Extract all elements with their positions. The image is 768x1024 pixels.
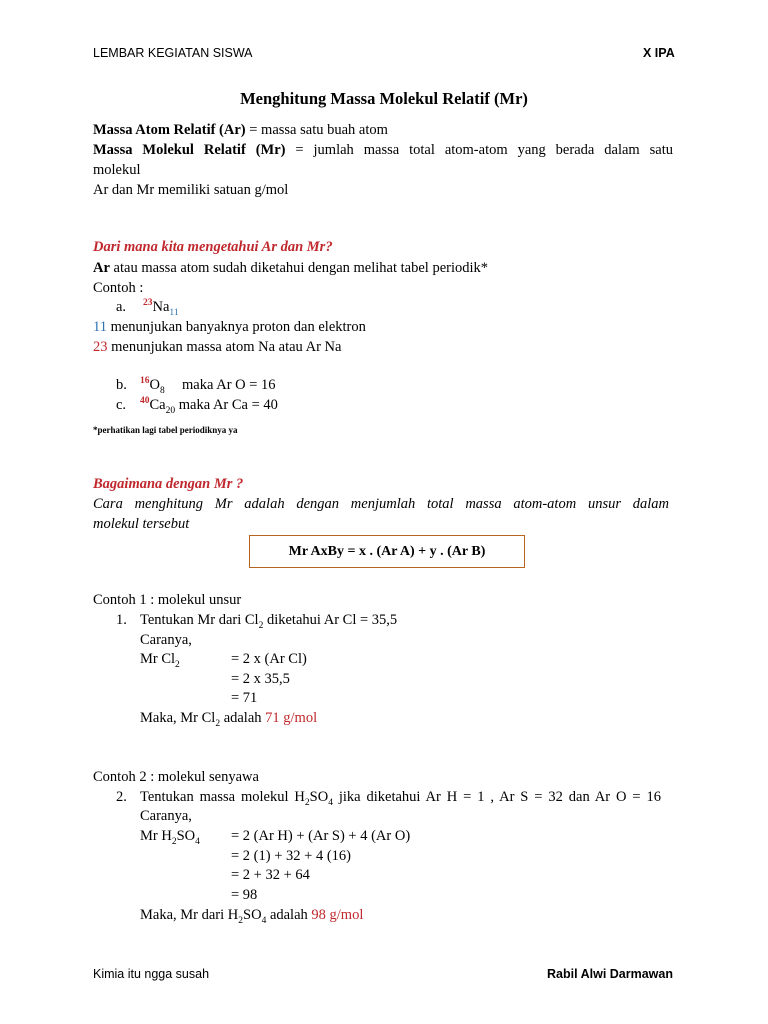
mr-def: = jumlah massa total atom-atom yang berada dalam satu [285, 142, 673, 158]
example2-caranya: Caranya, [140, 808, 192, 824]
example2-result [140, 906, 363, 925]
item-c-text: maka Ar Ca = 40 [175, 397, 278, 413]
example2-step3: = 2 + 32 + 64 [231, 867, 310, 883]
r1-pre: Maka, Mr Cl [140, 710, 216, 726]
q2-sub2: 4 [328, 797, 333, 808]
r2-pre: Maka, Mr dari H [140, 907, 239, 923]
q1-sub: 2 [258, 620, 264, 631]
example1-mr-label [140, 650, 180, 669]
example2-step2: = 2 (1) + 32 + 4 (16) [231, 848, 351, 864]
na-mass-number: 23 [143, 298, 153, 309]
proton-text: menunjukan banyaknya proton dan elektron [106, 319, 366, 335]
na-atomic-number: 11 [169, 307, 179, 318]
q2-mid: SO [309, 789, 329, 805]
q2-sub1: 2 [304, 797, 310, 808]
r1-value: 71 g/mol [265, 710, 318, 726]
section1-heading: Dari mana kita mengetahui Ar dan Mr? [93, 239, 333, 255]
ar-def: = massa satu buah atom [245, 122, 388, 138]
proton-line [93, 318, 366, 337]
mr2-sub2: 4 [195, 836, 200, 847]
example2-question [140, 788, 661, 807]
page-title: Menghitung Massa Molekul Relatif (Mr) [240, 89, 528, 108]
example1-step2: = 2 x 35,5 [231, 671, 290, 687]
mr-term: Massa Molekul Relatif (Mr) [93, 142, 286, 158]
r2-mid: SO [243, 907, 262, 923]
item-c-notation [140, 396, 278, 415]
item-a-label: a. [116, 299, 127, 315]
q2-pre: Tentukan massa molekul H [140, 789, 305, 805]
o-mass-number: 16 [140, 376, 150, 387]
ar-periodic-line [93, 259, 488, 278]
ca-symbol: Ca [149, 397, 166, 413]
ar-bold: Ar [93, 260, 110, 276]
mass-text: menunjukan massa atom Na atau Ar Na [107, 339, 342, 355]
ca-mass-number: 40 [140, 396, 150, 407]
mr-definition [93, 141, 673, 160]
q1-pre: Tentukan Mr dari Cl [140, 612, 259, 628]
q2-post: jika diketahui Ar H = 1 , Ar S = 32 dan Ar O = 16 [332, 789, 661, 805]
formula-box [249, 535, 525, 568]
item-a-notation [143, 298, 179, 317]
ca-atomic-number: 20 [165, 405, 176, 416]
ar-periodic-text: atau massa atom sudah diketahui dengan melihat tabel periodik* [109, 260, 489, 276]
mr2-pre: Mr H [140, 828, 172, 844]
item-b-notation [140, 376, 165, 395]
r2-mid2: adalah [266, 907, 312, 923]
mr2-sub1: 2 [171, 836, 177, 847]
example2-step4: = 98 [231, 887, 258, 903]
mr-desc-line2: molekul tersebut [93, 516, 190, 532]
item-b-label: b. [116, 377, 127, 393]
units-note: Ar dan Mr memiliki satuan g/mol [93, 182, 289, 198]
o-symbol: O [149, 377, 160, 393]
example2-title: Contoh 2 : molekul senyawa [93, 769, 259, 785]
ar-term: Massa Atom Relatif (Ar) [93, 122, 246, 138]
example1-step1: = 2 x (Ar Cl) [231, 651, 307, 667]
r2-sub2: 4 [261, 915, 267, 926]
example1-title: Contoh 1 : molekul unsur [93, 592, 242, 608]
ar-definition [93, 121, 388, 140]
example1-question [140, 611, 397, 630]
footer-right: Rabil Alwi Darmawan [547, 967, 673, 981]
footer-left: Kimia itu ngga susah [93, 967, 210, 981]
header-right: X IPA [643, 46, 675, 60]
example2-step1: = 2 (Ar H) + (Ar S) + 4 (Ar O) [231, 828, 411, 844]
mr1-sub: 2 [175, 659, 180, 670]
example1-number: 1. [116, 612, 127, 628]
r1-mid: adalah [220, 710, 266, 726]
q1-post: diketahui Ar Cl = 35,5 [263, 612, 398, 628]
o-atomic-number: 8 [159, 385, 165, 396]
num-11: 11 [93, 319, 107, 335]
r2-value: 98 g/mol [311, 907, 364, 923]
example1-caranya: Caranya, [140, 632, 192, 648]
mr2-mid: SO [176, 828, 196, 844]
example2-number: 2. [116, 789, 127, 805]
mr-desc-line1: Cara menghitung Mr adalah dengan menjumlah total massa atom-atom unsur dalam [93, 496, 669, 512]
item-c-label: c. [116, 397, 127, 413]
periodic-note: *perhatikan lagi tabel periodiknya ya [93, 425, 238, 435]
formula-text: Mr AxBy = x . (Ar A) + y . (Ar B) [288, 543, 486, 559]
example1-result [140, 709, 317, 728]
mass-line [93, 338, 341, 357]
num-23: 23 [93, 339, 108, 355]
r1-sub: 2 [215, 718, 221, 729]
section2-heading: Bagaimana dengan Mr ? [93, 476, 244, 492]
header-left: LEMBAR KEGIATAN SISWA [93, 46, 253, 60]
na-symbol: Na [152, 299, 170, 315]
example1-step3: = 71 [231, 690, 258, 706]
mr-def-cont: molekul [93, 162, 141, 178]
contoh-label: Contoh : [93, 280, 144, 296]
mr1-pre: Mr Cl [140, 651, 176, 667]
example2-mr-label [140, 827, 200, 846]
r2-sub1: 2 [238, 915, 244, 926]
item-b-text: maka Ar O = 16 [182, 377, 276, 393]
